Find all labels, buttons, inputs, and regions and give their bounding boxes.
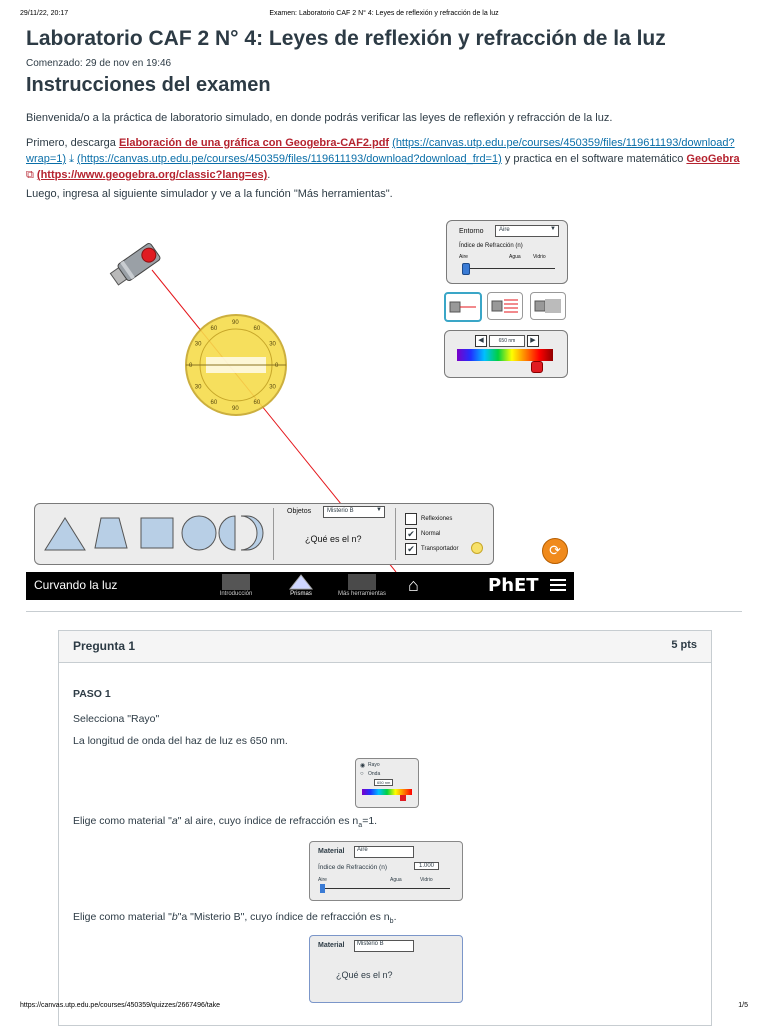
protractor-tick-label: 30 — [194, 341, 202, 348]
mystery-question: ¿Qué es el n? — [305, 534, 362, 544]
geogebra-link[interactable]: GeoGebra — [686, 153, 740, 165]
environment-label: Entorno — [459, 228, 484, 235]
first-suffix: . — [267, 169, 271, 181]
pdf-link[interactable]: Elaboración de una gráfica con Geogebra-CAF2.pdf — [118, 137, 390, 149]
ray-wave-image — [355, 758, 419, 808]
environment-panel — [446, 220, 568, 284]
wavelength-value: 650 nm — [489, 335, 525, 347]
then-text: Luego, ingresa al siguiente simulador y ve a la función "Más herramientas". — [26, 188, 393, 200]
chevron-down-icon: ▼ — [376, 507, 382, 513]
protractor-tick-label: 60 — [210, 325, 218, 332]
material-scale-air: Aire — [318, 877, 327, 883]
protractor-tick-label: 90 — [232, 406, 239, 412]
protractor-tick-label: 30 — [269, 384, 276, 391]
mini-slider-thumb — [400, 795, 406, 801]
wave-view-button[interactable] — [487, 292, 523, 320]
reset-button[interactable]: ⟳ — [542, 538, 568, 564]
index-label: Índice de Refracción (n) — [459, 243, 523, 249]
wavelength-panel — [444, 330, 568, 378]
protractor-icon — [471, 542, 483, 554]
question-card — [58, 630, 712, 1026]
option-transportador[interactable] — [405, 540, 458, 558]
step-title: PASO 1 — [73, 688, 111, 700]
wavelength-increase-button[interactable]: ▶ — [527, 335, 539, 347]
option-label: Transportador — [421, 545, 459, 552]
instructions-title: Instrucciones del examen — [26, 74, 271, 96]
wavelength-text: La longitud de onda del haz de luz es 650 nm. — [73, 735, 288, 747]
scale-water: Agua — [509, 254, 521, 260]
environment-select[interactable] — [495, 225, 559, 237]
material-index-label: Índice de Refracción (n) — [318, 864, 388, 871]
home-icon[interactable]: ⌂ — [408, 575, 419, 595]
material-a-text: Elige como material "a" al aire, cuyo índice de refracción es $n_a=1$. — [73, 815, 378, 830]
option-label: Normal — [421, 530, 441, 537]
pdf-url-link[interactable]: (https://canvas.utp.edu.pe/courses/450359/files/119611193/download?wrap=1) — [26, 137, 735, 165]
wavelength-slider-thumb[interactable] — [531, 361, 543, 373]
protractor-tick-label: 60 — [253, 400, 261, 407]
material-b-image — [309, 935, 463, 1003]
intro-screen-icon[interactable] — [222, 574, 250, 590]
nav-intro[interactable]: Introducción — [219, 591, 253, 597]
material-scale-glass: Vidrio — [420, 877, 433, 883]
phet-logo: PhET — [488, 575, 539, 596]
section-divider — [26, 611, 742, 612]
radio-wave-label: Onda — [368, 771, 381, 777]
material-b-text: Elige como material "b"a "Misterio B", cuyo índice de refracción es $n_b$. — [73, 911, 397, 926]
phet-navbar — [26, 572, 574, 600]
option-label: Reflexiones — [421, 515, 453, 522]
protractor-tick-label: 60 — [210, 400, 218, 407]
scale-glass: Vidrio — [533, 254, 546, 260]
hamburger-menu-icon[interactable] — [550, 579, 566, 591]
checkbox-checked-icon[interactable]: ✔ — [405, 543, 417, 555]
intro-text: Bienvenida/o a la práctica de laboratorio simulado, en donde podrás verificar las leyes de reflexión y refracción de la luz. — [26, 112, 613, 124]
protractor-tick-label: 0 — [275, 363, 279, 369]
radio-wave-icon: ○ — [360, 771, 364, 777]
wavelength-decrease-button[interactable]: ◀ — [475, 335, 487, 347]
objects-select[interactable] — [323, 506, 385, 518]
shape-palette[interactable] — [39, 504, 279, 564]
protractor-tick-label: 60 — [253, 325, 261, 332]
select-ray-text: Selecciona "Rayo" — [73, 713, 160, 725]
index-slider-track[interactable] — [463, 268, 555, 269]
chevron-down-icon: ▼ — [550, 226, 556, 232]
scale-air: Aire — [459, 254, 468, 260]
download-icon[interactable]: ⤓ — [69, 153, 74, 165]
radio-ray-label: Rayo — [368, 762, 380, 768]
objects-label: Objetos — [287, 508, 312, 515]
more-tools-screen-icon[interactable] — [348, 574, 376, 590]
checkbox-icon[interactable] — [405, 513, 417, 525]
material-b-value: Misterio B — [354, 940, 414, 952]
material-slider-thumb — [320, 884, 325, 893]
protractor-tick-label: 30 — [269, 341, 276, 348]
download-url-link[interactable]: (https://canvas.utp.edu.pe/courses/450359/files/119611193/download?download_frd=1) — [77, 153, 502, 165]
first-middle: y practica en el software matemático — [501, 153, 687, 165]
material-b-question: ¿Qué es el n? — [336, 970, 393, 980]
nav-more-tools[interactable]: Más herramientas — [337, 591, 387, 597]
question-title: Pregunta 1 — [73, 639, 136, 653]
app-title: Curvando la luz — [34, 578, 118, 592]
protractor[interactable] — [186, 315, 286, 415]
laser-pointer[interactable] — [109, 242, 161, 287]
ray-view-button[interactable] — [444, 292, 482, 322]
white-light-button[interactable] — [530, 292, 566, 320]
material-value: Aire — [354, 846, 414, 858]
material-b-label: Material — [318, 942, 345, 949]
material-index-value: 1.000 — [414, 862, 439, 870]
material-scale-water: Agua — [390, 877, 402, 883]
protractor-tick-label: 90 — [232, 320, 239, 326]
footer-url: https://canvas.utp.edu.pe/courses/450359/quizzes/2667496/take — [20, 1002, 221, 1009]
material-slider-track — [322, 888, 450, 889]
print-title: Examen: Laboratorio CAF 2 N° 4: Leyes de reflexión y refracción de la luz — [269, 10, 499, 17]
material-label: Material — [318, 848, 345, 855]
started-time: Comenzado: 29 de nov en 19:46 — [26, 58, 172, 69]
nav-prisms[interactable]: Prismas — [290, 591, 312, 597]
page-title: Laboratorio CAF 2 N° 4: Leyes de reflexión y refracción de la luz — [26, 27, 666, 50]
print-date: 29/11/22, 20:17 — [20, 10, 69, 17]
objects-value: Misterio B — [327, 508, 354, 514]
protractor-tick-label: 0 — [189, 363, 193, 369]
objects-toolbox — [34, 503, 494, 565]
wavelength-spectrum[interactable] — [457, 349, 553, 361]
first-paragraph — [26, 135, 742, 183]
external-link-icon: ⧉ — [26, 169, 34, 181]
phet-simulator[interactable] — [26, 212, 576, 600]
environment-value: Aire — [499, 227, 510, 233]
index-slider-thumb[interactable] — [462, 263, 470, 275]
prisms-screen-icon[interactable] — [288, 574, 314, 590]
mini-wavelength-value: 650 nm — [374, 779, 393, 786]
question-header — [59, 631, 711, 663]
footer-page: 1/5 — [738, 1002, 748, 1009]
question-points: 5 pts — [671, 639, 697, 651]
material-panel-image — [309, 841, 463, 901]
checkbox-checked-icon[interactable]: ✔ — [405, 528, 417, 540]
radio-ray-icon: ◉ — [360, 763, 366, 769]
protractor-tick-label: 30 — [194, 384, 202, 391]
first-prefix: Primero, descarga — [26, 137, 119, 149]
geogebra-url-link[interactable]: (https://www.geogebra.org/classic?lang=es) — [36, 169, 268, 181]
